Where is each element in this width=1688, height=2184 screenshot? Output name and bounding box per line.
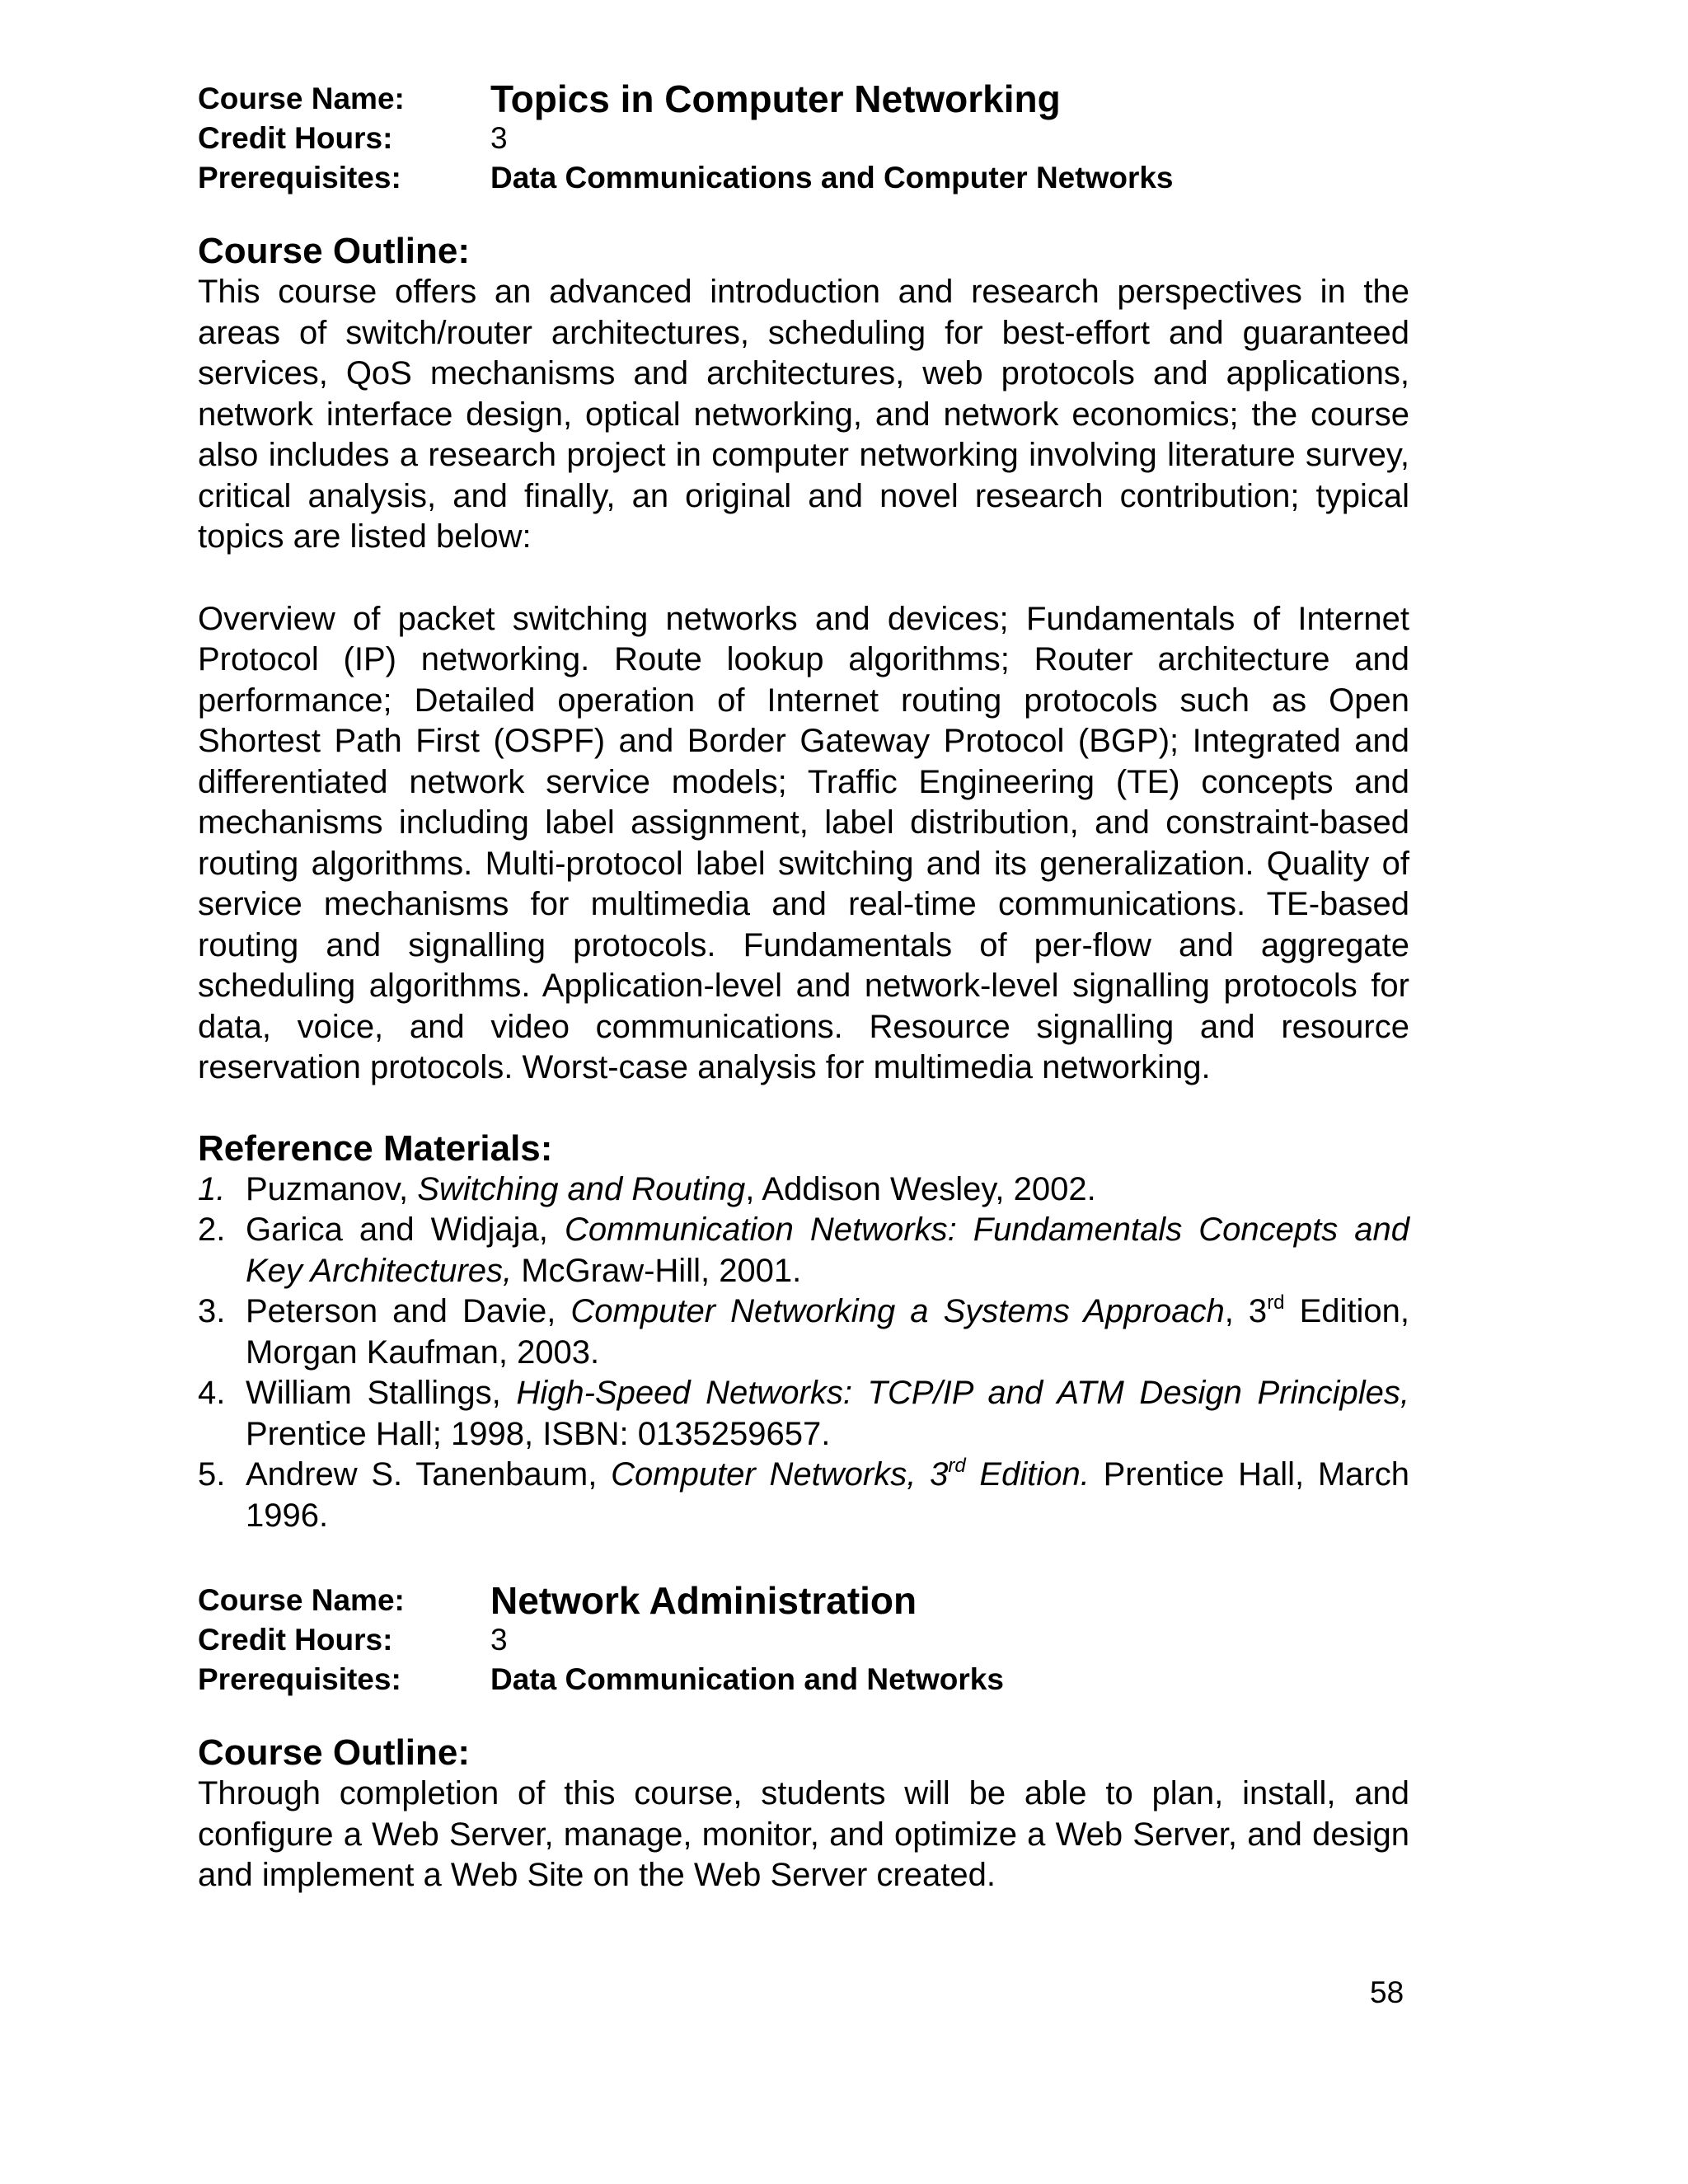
credit-hours-label: Credit Hours: xyxy=(198,121,393,155)
page-number: 58 xyxy=(1370,1975,1404,2009)
reference-text: Garica and Widjaja, Communication Networks: Fundamentals Concepts and Key Architectures, McGraw-Hill, 2001. xyxy=(246,1212,1409,1289)
reference-number: 4. xyxy=(198,1375,226,1411)
course-outline-heading: Course Outline: xyxy=(198,231,471,271)
course-outline-paragraph: Through completion of this course, students will be able to plan, install, and configure a Web Server, manage, monitor, and optimize a Web Server, and design and implement a Web Site on the Web Server created. xyxy=(198,1775,1409,1893)
reference-item xyxy=(198,1169,1409,1211)
reference-number: 5. xyxy=(198,1456,226,1493)
reference-materials-heading: Reference Materials: xyxy=(198,1127,553,1169)
document-page xyxy=(198,79,1409,1896)
credit-hours-value: 3 xyxy=(490,1623,508,1657)
course-header xyxy=(198,1581,1409,1699)
reference-item xyxy=(198,1373,1409,1455)
reference-item xyxy=(198,1291,1409,1373)
prerequisites-value: Data Communication and Networks xyxy=(490,1662,1004,1696)
prerequisites-label: Prerequisites: xyxy=(198,1662,401,1696)
course-outline-heading: Course Outline: xyxy=(198,1732,471,1773)
reference-title: Switching and Routing xyxy=(417,1170,746,1207)
reference-number: 1. xyxy=(198,1170,226,1207)
course-topics-paragraph: Overview of packet switching networks and devices; Fundamentals of Internet Protocol (IP) networking. Route lookup algorithms; Router architecture and performance; Detailed operation of Internet routing protocols such as Open Shortest Path First (OSPF) and Border Gateway Protocol (BGP); Integrated and differentiated network service models; Traffic Engineering (TE) concepts and mechanisms including label assignment, label distribution, and constraint-based routing algorithms. Multi-protocol label switching and its generalization. Quality of service mechanisms for multimedia and real-time communications. TE-based routing and signalling protocols. Fundamentals of per-flow and aggregate scheduling algorithms. Application-level and network-level signalling protocols for data, voice, and video communications. Resource signalling and resource reservation protocols. Worst-case analysis for multimedia networking. xyxy=(198,600,1409,1085)
reference-text: Puzmanov, Switching and Routing, Addison Wesley, 2002. xyxy=(246,1170,1096,1207)
credit-hours-value: 3 xyxy=(490,121,508,155)
course-name: Topics in Computer Networking xyxy=(490,77,1061,120)
course-header xyxy=(198,79,1409,198)
prerequisites-label: Prerequisites: xyxy=(198,161,401,194)
course-name-label: Course Name: xyxy=(198,82,405,115)
reference-item xyxy=(198,1210,1409,1291)
reference-title: Computer Networking a Systems Approach xyxy=(570,1293,1225,1329)
reference-text: William Stallings, High-Speed Networks: TCP/IP and ATM Design Principles, Prentice Hall; 1998, ISBN: 0135259657. xyxy=(246,1375,1409,1452)
reference-text: Andrew S. Tanenbaum, Computer Networks, 3rd Edition. Prentice Hall, March 1996. xyxy=(246,1455,1409,1534)
reference-title: High-Speed Networks: TCP/IP and ATM Design Principles, xyxy=(516,1375,1409,1411)
course-name: Network Administration xyxy=(490,1579,917,1622)
reference-item xyxy=(198,1455,1409,1536)
reference-number: 2. xyxy=(198,1212,226,1248)
credit-hours-label: Credit Hours: xyxy=(198,1623,393,1657)
course-outline-paragraph: This course offers an advanced introduction and research perspectives in the areas of switch/router architectures, scheduling for best-effort and guaranteed services, QoS mechanisms and architectures, web protocols and applications, network interface design, optical networking, and network economics; the course also includes a research project in computer networking involving literature survey, critical analysis, and finally, an original and novel research contribution; typical topics are listed below: xyxy=(198,274,1409,555)
reference-text: Peterson and Davie, Computer Networking a Systems Approach, 3rd Edition, Morgan Kaufman, 2003. xyxy=(246,1291,1410,1371)
reference-title: Communication Networks: Fundamentals Concepts and Key Architectures, xyxy=(246,1212,1409,1289)
prerequisites-value: Data Communications and Computer Networks xyxy=(490,161,1174,194)
course-name-label: Course Name: xyxy=(198,1583,405,1617)
reference-title: Computer Networks, 3rd Edition. xyxy=(611,1455,1090,1493)
reference-list xyxy=(198,1169,1409,1537)
reference-number: 3. xyxy=(198,1293,226,1329)
